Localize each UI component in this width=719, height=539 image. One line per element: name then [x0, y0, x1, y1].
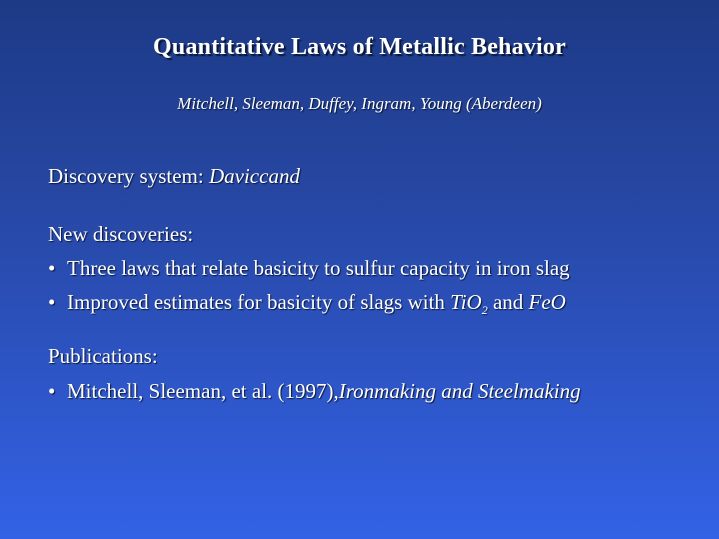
tio2-term	[450, 290, 488, 318]
discovery-item-text: Three laws that relate basicity to sulfur capacity in iron slag	[67, 256, 570, 280]
discovery-item-text: Improved estimates for basicity of slags with	[67, 290, 445, 314]
tio2-subscript: 2	[481, 303, 488, 318]
publication-citation: Mitchell, Sleeman, et al. (1997),	[67, 379, 339, 403]
discovery-system-line	[48, 164, 300, 189]
discovery-system-name: Daviccand	[208, 164, 300, 188]
feo-term: FeO	[528, 290, 566, 314]
bullet-icon: •	[48, 256, 56, 280]
discovery-item-1	[48, 256, 570, 281]
discovery-label: Discovery system:	[48, 164, 204, 188]
bullet-icon: •	[48, 290, 56, 314]
publication-journal: Ironmaking and Steelmaking	[338, 379, 581, 403]
conjunction: and	[492, 290, 524, 314]
tio2-base: TiO	[450, 290, 482, 314]
publication-item-1	[48, 379, 581, 404]
bullet-icon: •	[48, 379, 56, 403]
slide-title: Quantitative Laws of Metallic Behavior	[153, 34, 566, 60]
publications-heading: Publications:	[48, 344, 158, 368]
slide-authors: Mitchell, Sleeman, Duffey, Ingram, Young (Aberdeen)	[177, 94, 542, 113]
discovery-item-2	[48, 290, 566, 318]
new-discoveries-heading: New discoveries:	[48, 222, 194, 246]
